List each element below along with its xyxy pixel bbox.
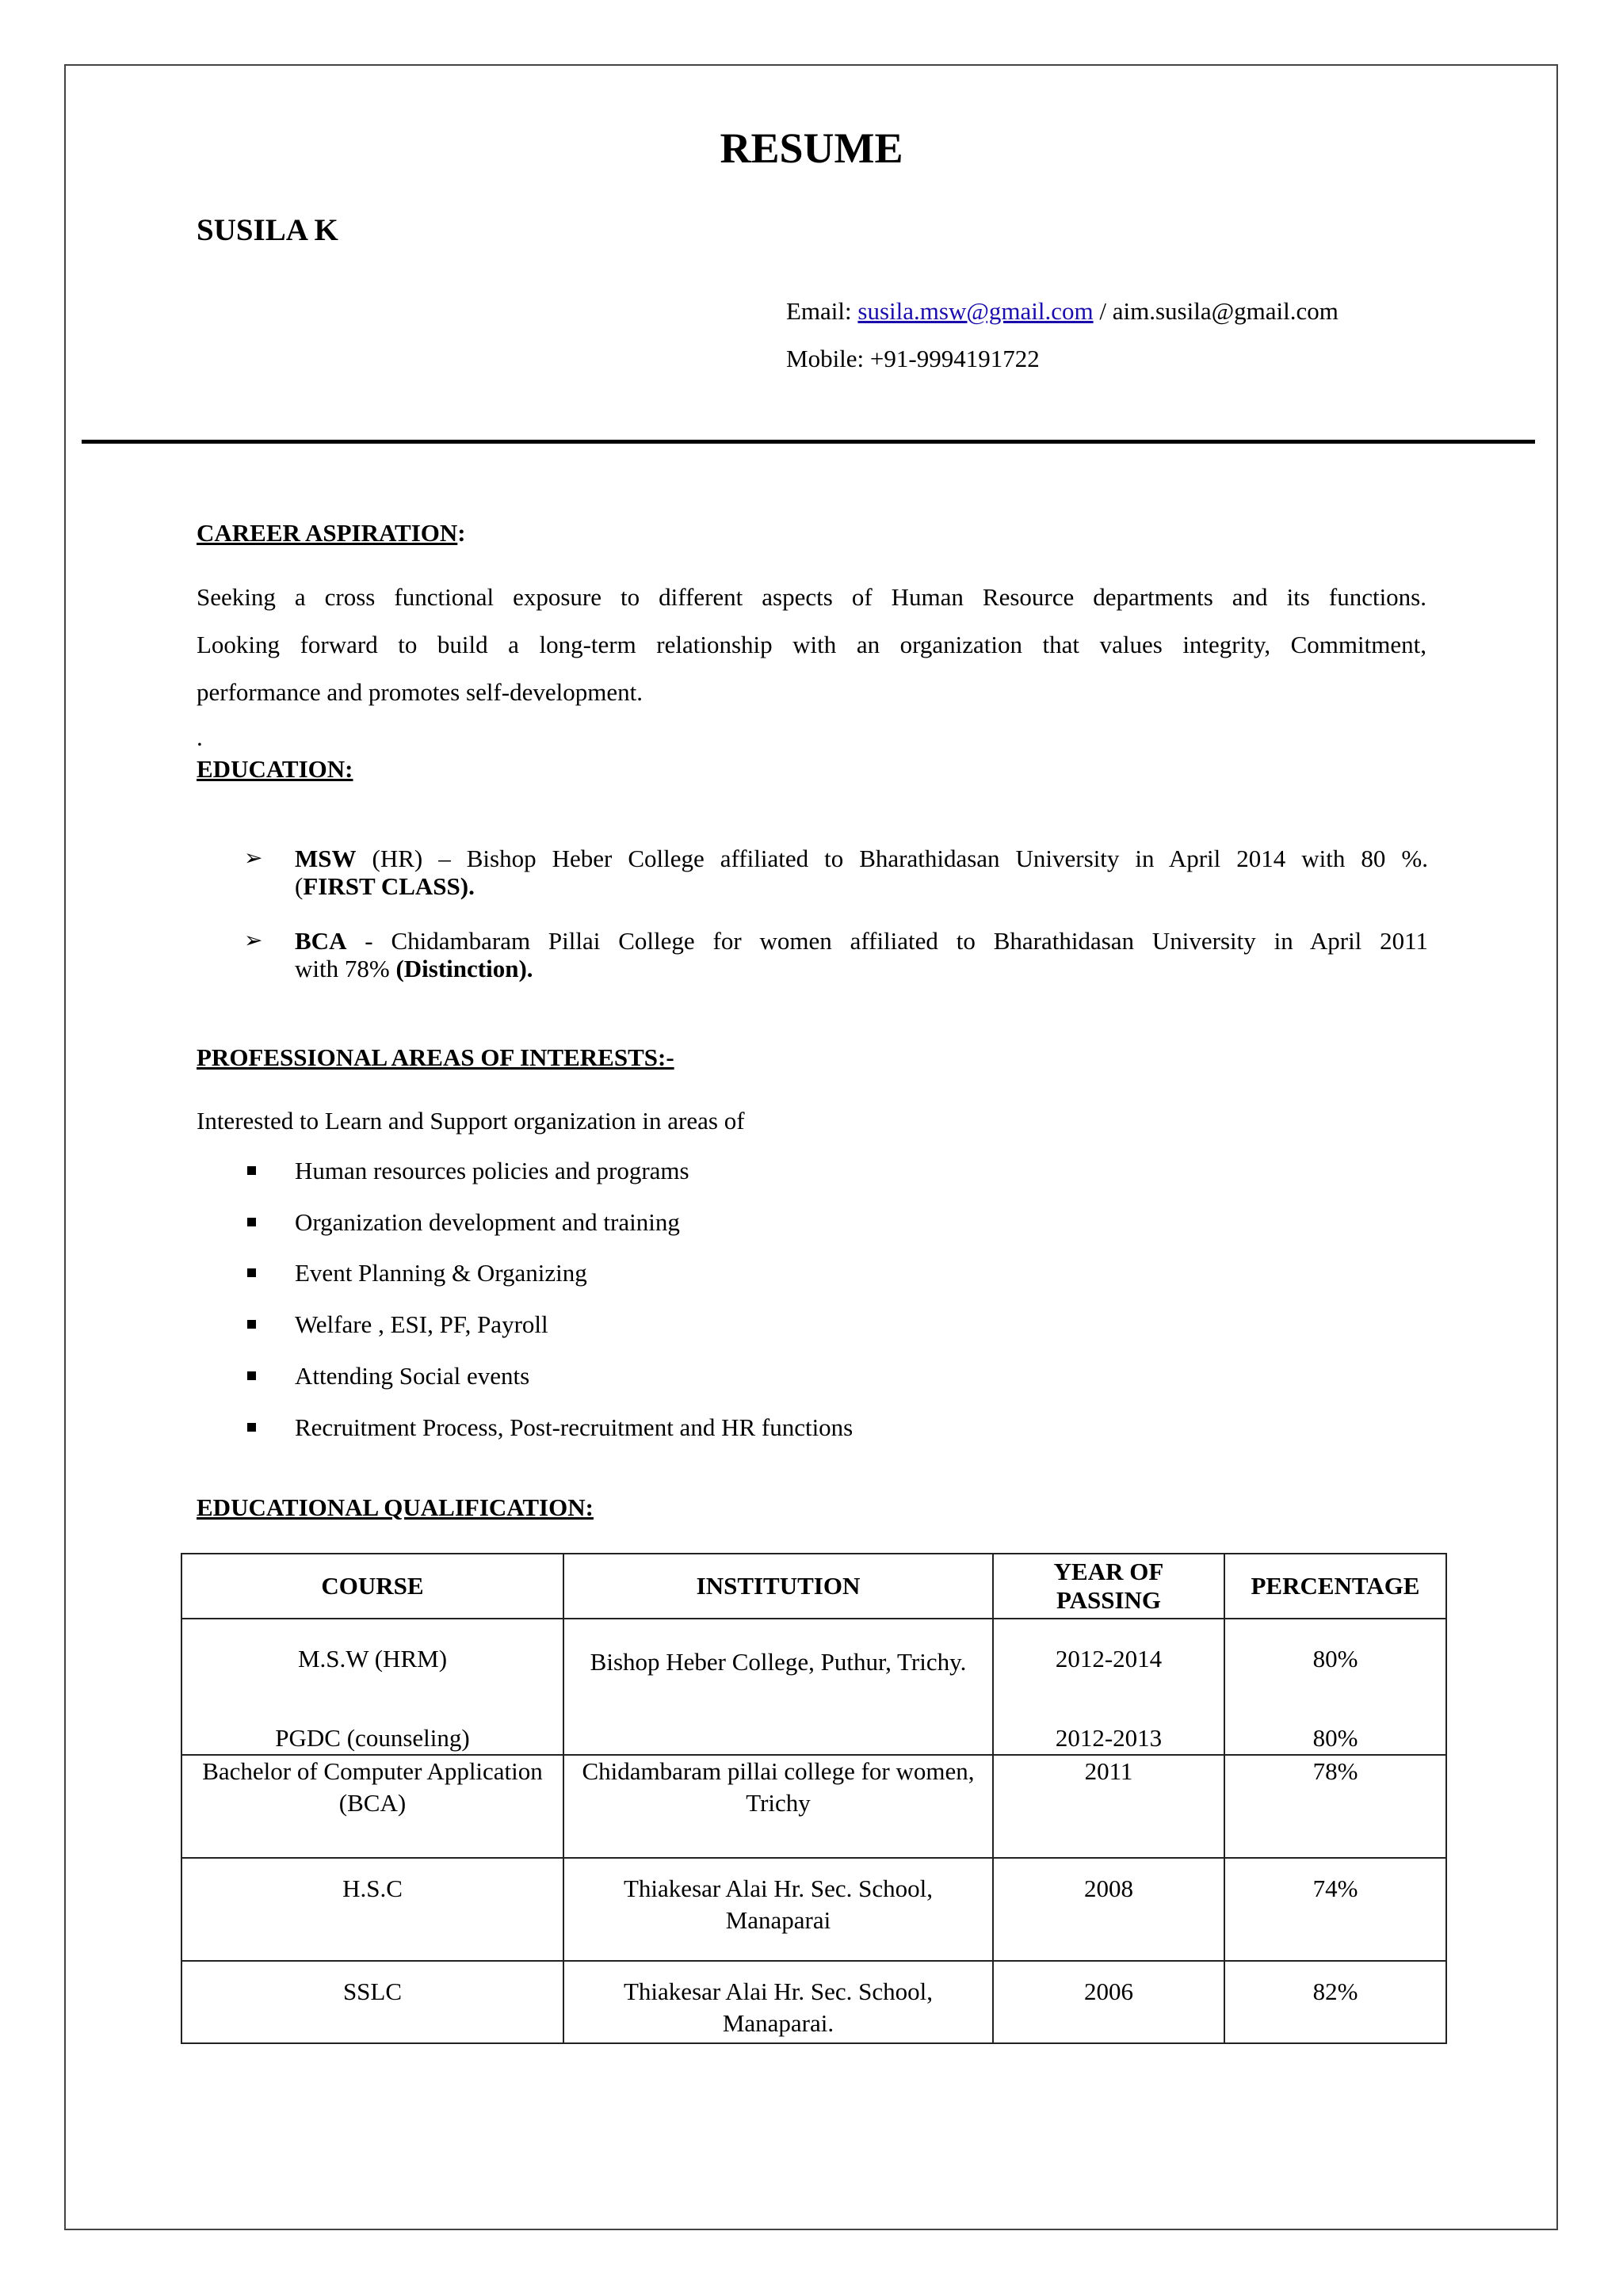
career-paragraph: [197, 574, 1426, 716]
arrow-bullet-icon: ➢: [244, 929, 263, 953]
interest-text: Event Planning & Organizing: [295, 1259, 587, 1287]
square-bullet-icon: [247, 1218, 256, 1226]
interest-item: [247, 1360, 529, 1393]
percentage-value: 80%: [1312, 1724, 1358, 1752]
education-item: [244, 845, 1428, 900]
education-heading: EDUCATION:: [197, 755, 353, 783]
institution-cell: Thiakesar Alai Hr. Sec. School, Manaparai.: [563, 1961, 993, 2043]
qualification-heading: EDUCATIONAL QUALIFICATION:: [197, 1493, 594, 1521]
career-line: Looking forward to build a long-term relationship with an organization that values integrity, Commitment,: [197, 631, 1426, 658]
table-row: [181, 1961, 1446, 2043]
percentage-cell: 78%: [1224, 1755, 1446, 1858]
primary-email-link[interactable]: susila.msw@gmail.com: [857, 297, 1094, 325]
column-header: COURSE: [181, 1554, 563, 1619]
education-detail: (HR) – Bishop Heber College affiliated to Bharathidasan University in April 2014 with 80 %.: [356, 845, 1428, 872]
degree-name: MSW: [295, 845, 357, 872]
education-detail-cont: (: [295, 872, 304, 900]
education-grade: (Distinction).: [395, 955, 533, 982]
email-separator: /: [1093, 297, 1113, 325]
course-cell: H.S.C: [181, 1858, 563, 1961]
document-title: RESUME: [720, 124, 903, 172]
interest-text: Recruitment Process, Post-recruitment and HR functions: [295, 1413, 854, 1441]
year-cell: 2011: [993, 1755, 1224, 1858]
table-row: [181, 1619, 1446, 1755]
career-line: Seeking a cross functional exposure to different aspects of Human Resource departments and its functions.: [197, 583, 1426, 611]
education-detail: - Chidambaram Pillai College for women affiliated to Bharathidasan University in April 2011: [346, 927, 1428, 955]
interest-item: [247, 1411, 853, 1444]
email-label: Email:: [786, 297, 858, 325]
interest-text: Attending Social events: [295, 1362, 530, 1390]
square-bullet-icon: [247, 1423, 256, 1432]
column-header: INSTITUTION: [563, 1554, 993, 1619]
percentage-cell: 82%: [1224, 1961, 1446, 2043]
percentage-cell: 74%: [1224, 1858, 1446, 1961]
contact-mobile: Mobile: +91-9994191722: [786, 345, 1040, 372]
education-detail-cont: with 78%: [295, 955, 396, 982]
course-name: M.S.W (HRM): [297, 1645, 448, 1672]
career-line: performance and promotes self-development.: [197, 678, 643, 706]
contact-email: [786, 295, 1338, 328]
percentage-cell: [1224, 1619, 1446, 1755]
table-row: [181, 1755, 1446, 1858]
square-bullet-icon: [247, 1320, 256, 1329]
qualification-table: [181, 1553, 1447, 2044]
column-header: PERCENTAGE: [1224, 1554, 1446, 1619]
table-row: [181, 1858, 1446, 1961]
interests-intro: Interested to Learn and Support organization in areas of: [197, 1107, 745, 1135]
interest-item: [247, 1154, 689, 1188]
career-heading: [197, 517, 466, 550]
course-name: PGDC (counseling): [275, 1724, 470, 1752]
interests-heading: PROFESSIONAL AREAS OF INTERESTS:-: [197, 1043, 674, 1071]
header-divider: [82, 440, 1535, 444]
education-grade: FIRST CLASS).: [303, 872, 475, 900]
table-header-row: [181, 1554, 1446, 1619]
course-cell: Bachelor of Computer Application (BCA): [181, 1755, 563, 1858]
interest-text: Organization development and training: [295, 1208, 680, 1236]
degree-name: BCA: [295, 927, 347, 955]
square-bullet-icon: [247, 1166, 256, 1175]
arrow-bullet-icon: ➢: [244, 846, 263, 871]
interest-text: Welfare , ESI, PF, Payroll: [295, 1310, 548, 1338]
institution-cell: Thiakesar Alai Hr. Sec. School, Manaparai: [563, 1858, 993, 1961]
percentage-value: 80%: [1312, 1645, 1358, 1672]
interest-item: [247, 1257, 587, 1290]
interest-item: [247, 1206, 680, 1239]
institution-cell: Chidambaram pillai college for women, Trichy: [563, 1755, 993, 1858]
career-heading-colon: :: [457, 519, 466, 547]
career-heading-text: CAREER ASPIRATION: [197, 519, 458, 547]
course-cell: SSLC: [181, 1961, 563, 2043]
year-cell: 2008: [993, 1858, 1224, 1961]
interest-text: Human resources policies and programs: [295, 1157, 689, 1184]
candidate-name: SUSILA K: [197, 213, 338, 247]
column-header: YEAR OF PASSING: [993, 1554, 1224, 1619]
interest-item: [247, 1308, 548, 1341]
year-cell: [993, 1619, 1224, 1755]
square-bullet-icon: [247, 1371, 256, 1380]
year-cell: 2006: [993, 1961, 1224, 2043]
secondary-email: aim.susila@gmail.com: [1112, 297, 1338, 325]
course-cell: [181, 1619, 563, 1755]
institution-cell: Bishop Heber College, Puthur, Trichy.: [563, 1619, 993, 1755]
education-item: [244, 927, 1428, 982]
year-value: 2012-2014: [1055, 1645, 1163, 1672]
square-bullet-icon: [247, 1268, 256, 1277]
year-value: 2012-2013: [1055, 1724, 1163, 1752]
stray-dot: .: [197, 723, 203, 751]
